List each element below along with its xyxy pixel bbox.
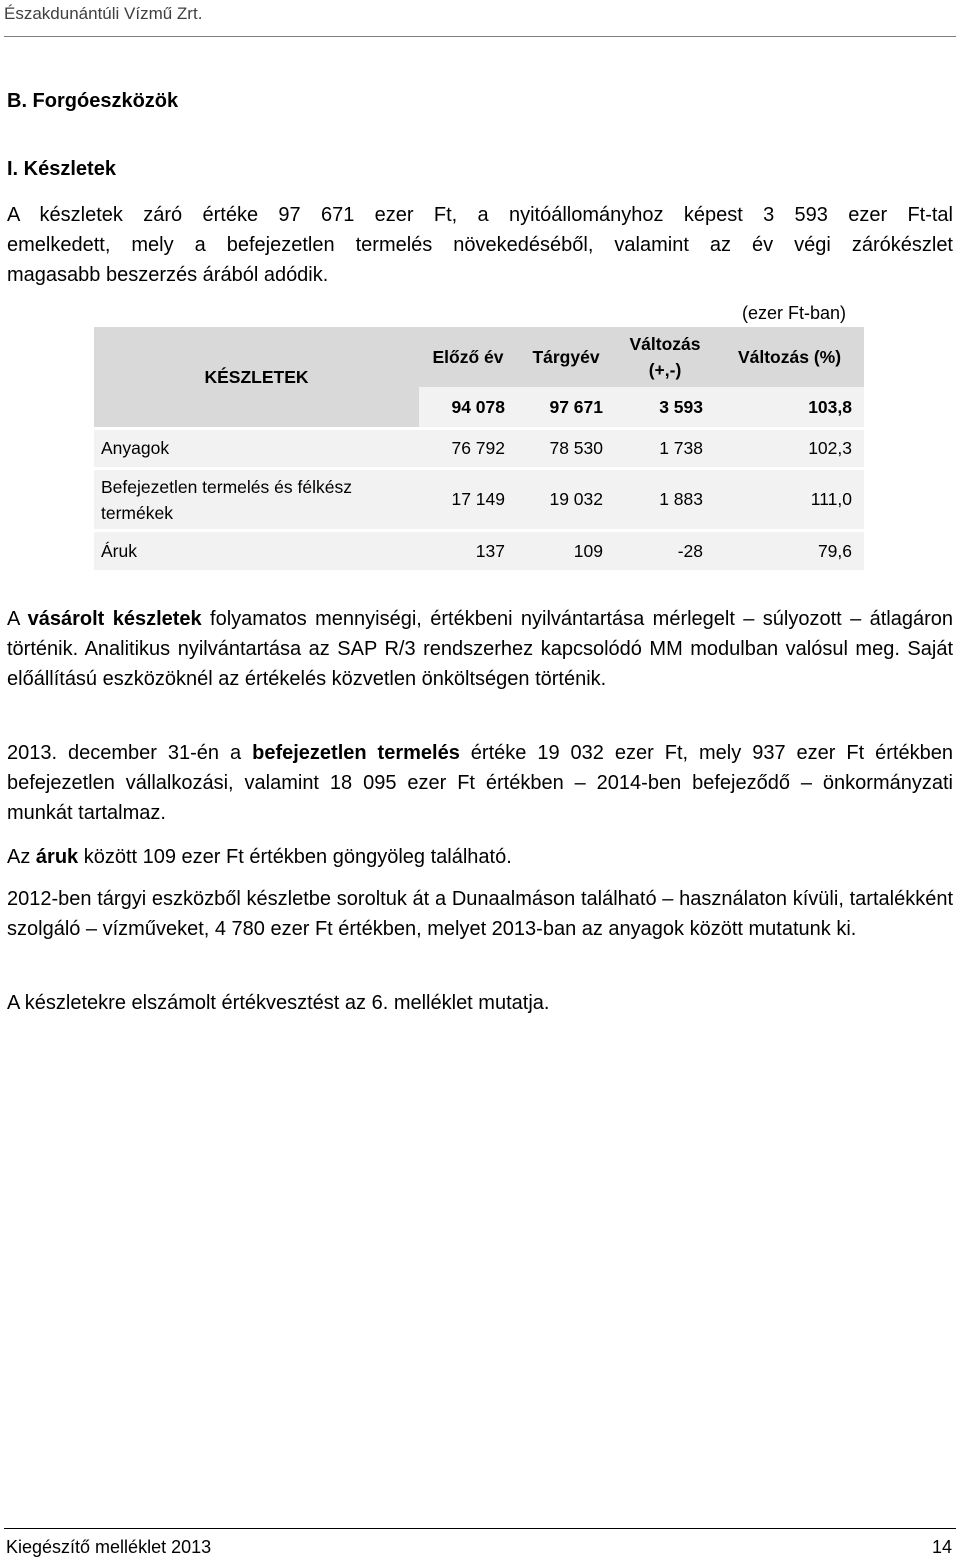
header-divider <box>4 36 956 37</box>
row-cur: 19 032 <box>517 467 615 529</box>
table-row <box>94 529 864 570</box>
row-cur: 109 <box>517 529 615 570</box>
para4-post: között 109 ezer Ft értékben göngyöleg található. <box>78 846 512 868</box>
intro-paragraph <box>7 200 953 290</box>
paragraph-purchased-inventory <box>7 604 953 694</box>
row-label-line1: Befejezetlen termelés és félkész <box>101 476 352 497</box>
header-change-pct: Változás (%) <box>715 327 864 387</box>
para3-bold: befejezetlen termelés <box>252 742 460 764</box>
paragraph-impairment: A készletekre elszámolt értékvesztést az 6. melléklet mutatja. <box>7 992 550 1014</box>
header-current-year: Tárgyév <box>517 327 615 387</box>
para2-bold: vásárolt készletek <box>27 608 202 630</box>
para2-pre: A <box>7 608 28 630</box>
row-label: Anyagok <box>94 427 419 467</box>
header-change <box>615 327 715 387</box>
para4-pre: Az <box>7 846 36 868</box>
section-heading-b: B. Forgóeszközök <box>7 90 179 112</box>
intro-line-1: A készletek záró értéke 97 671 ezer Ft, a nyitóállományhoz képest 3 593 ezer Ft-tal <box>7 204 953 226</box>
header-prev-year: Előző év <box>419 327 517 387</box>
para4-bold: áruk <box>35 846 79 868</box>
unit-note: (ezer Ft-ban) <box>742 303 847 323</box>
para3-pre: 2013. december 31-én a <box>7 742 253 764</box>
row-label <box>94 467 419 529</box>
row-pct: 102,3 <box>715 427 864 467</box>
row-chg: 1 738 <box>615 427 715 467</box>
para3-post: értéke 19 032 ezer Ft, mely 937 ezer Ft értékben befejezetlen vállalkozási, valamint 18 095 ezer Ft értékben – 2014-ben befejeződő – önkormányzati munkát tartalmaz. <box>7 742 953 824</box>
footer-divider <box>4 1528 956 1529</box>
row-pct: 79,6 <box>715 529 864 570</box>
row-pct: 111,0 <box>715 467 864 529</box>
table-header-row <box>94 327 864 387</box>
row-label: Áruk <box>94 529 419 570</box>
header-change-line1: Változás <box>629 334 701 354</box>
row-chg: -28 <box>615 529 715 570</box>
row-chg: 1 883 <box>615 467 715 529</box>
footer-title: Kiegészítő melléklet 2013 <box>6 1537 212 1557</box>
row-label-line2: termékek <box>101 502 173 523</box>
total-cur: 97 671 <box>517 387 615 427</box>
total-prev: 94 078 <box>419 387 517 427</box>
paragraph-goods <box>7 842 953 872</box>
paragraph-reclassification: 2012-ben tárgyi eszközből készletbe soroltuk át a Dunaalmáson található – használaton kívüli, tartalékként szolgáló – vízműveket, 4 780 ezer Ft értékben, melyet 2013-ban az anyagok között mutatunk ki. <box>7 888 953 940</box>
row-cur: 78 530 <box>517 427 615 467</box>
table-row <box>94 467 864 529</box>
paragraph-work-in-progress <box>7 738 953 828</box>
total-pct: 103,8 <box>715 387 864 427</box>
row-prev: 17 149 <box>419 467 517 529</box>
row-prev: 76 792 <box>419 427 517 467</box>
section-heading-i: I. Készletek <box>7 158 116 180</box>
total-chg: 3 593 <box>615 387 715 427</box>
inventory-table <box>94 327 864 570</box>
table-row <box>94 427 864 467</box>
header-change-line2: (+,-) <box>648 360 682 380</box>
header-label: KÉSZLETEK <box>94 327 419 427</box>
page-number: 14 <box>931 1537 952 1557</box>
intro-line-2: emelkedett, mely a befejezetlen termelés növekedéséből, valamint az év végi zárókészlet <box>7 234 953 256</box>
para2-post: folyamatos mennyiségi, értékbeni nyilvántartása mérlegelt – súlyozott – átlagáron történik. Analitikus nyilvántartása az SAP R/3 rendszerhez kapcsolódó MM modulban valósul meg. Saját előállítású eszközöknél az értékelés közvetlen önköltségen történik. <box>7 608 953 690</box>
intro-line-3: magasabb beszerzés árából adódik. <box>7 264 329 286</box>
company-header: Északdunántúli Vízmű Zrt. <box>4 4 203 23</box>
row-prev: 137 <box>419 529 517 570</box>
